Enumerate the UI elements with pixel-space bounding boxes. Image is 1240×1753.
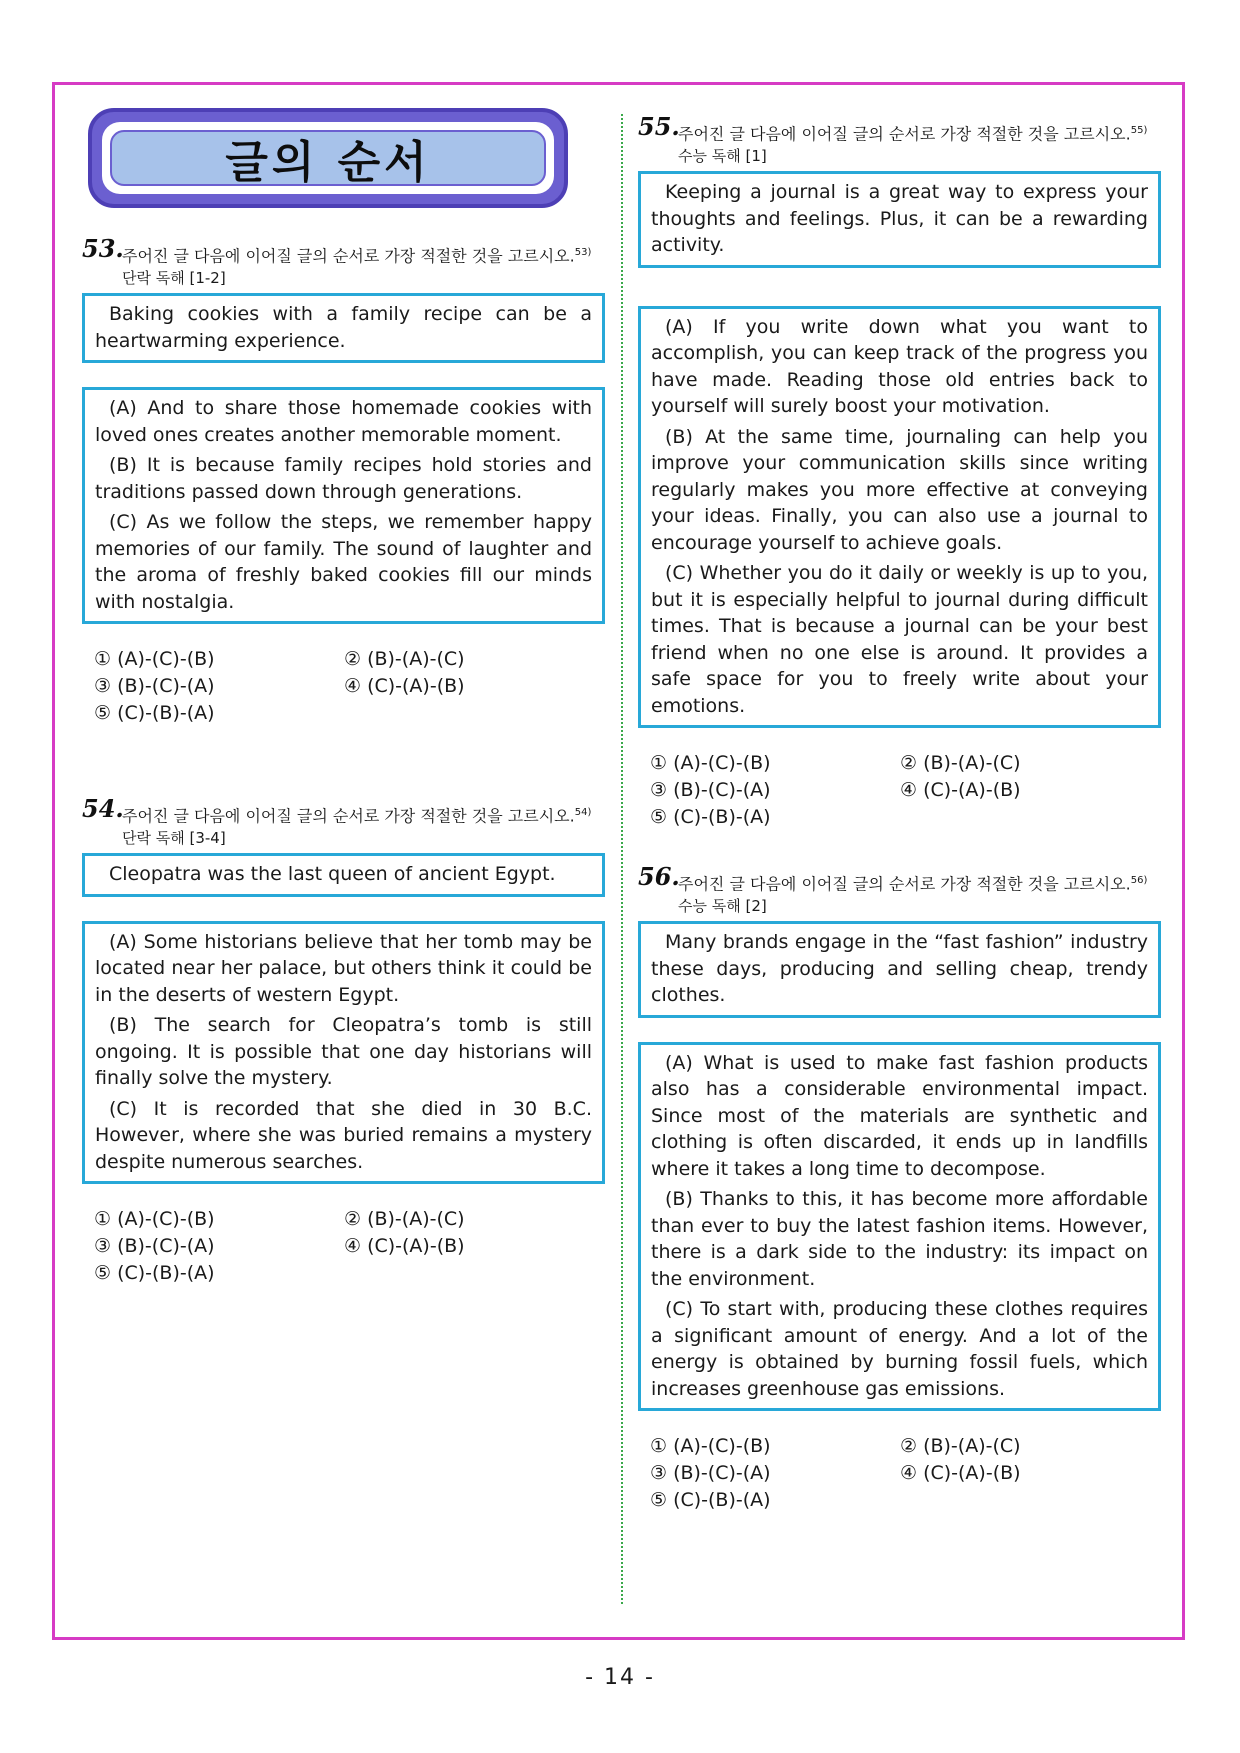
- option-1[interactable]: ① (A)-(C)-(B): [94, 648, 215, 671]
- given-passage: Many brands engage in the “fast fashion” industry these days, producing and selling cheap, trendy clothes.: [638, 921, 1161, 1018]
- ordering-passages: [82, 921, 605, 1185]
- option-2[interactable]: ② (B)-(A)-(C): [900, 752, 1021, 775]
- question-number: 55.: [638, 112, 680, 141]
- paragraph-a: (A) If you write down what you want to accomplish, you can keep track of the progress you have made. Reading those old entries back to yourself will surely boost your motivation.: [651, 315, 1148, 418]
- answer-options: [82, 646, 605, 727]
- given-passage: Keeping a journal is a great way to express your thoughts and feelings. Plus, it can be a rewarding activity.: [638, 171, 1161, 268]
- option-2[interactable]: ② (B)-(A)-(C): [344, 648, 465, 671]
- question-56: [638, 862, 1161, 1514]
- ordering-passages: [82, 387, 605, 624]
- option-1[interactable]: ① (A)-(C)-(B): [650, 1435, 771, 1458]
- question-number: 53.: [82, 234, 124, 263]
- option-5[interactable]: ⑤ (C)-(B)-(A): [650, 806, 771, 829]
- option-5[interactable]: ⑤ (C)-(B)-(A): [650, 1489, 771, 1512]
- column-divider: [621, 114, 623, 1604]
- paragraph-a: (A) And to share those homemade cookies with loved ones creates another memorable moment.: [95, 397, 592, 446]
- question-subtitle: 단락 독해 [1-2]: [122, 269, 226, 288]
- paragraph-a: (A) Some historians believe that her tomb may be located near her palace, but others think it could be in the deserts of western Egypt.: [95, 930, 592, 1006]
- section-title-banner: [88, 108, 568, 208]
- footnote-ref: 54): [574, 807, 592, 818]
- paragraph-c: (C) It is recorded that she died in 30 B.C. However, where she was buried remains a mystery despite numerous searches.: [95, 1097, 592, 1173]
- option-5[interactable]: ⑤ (C)-(B)-(A): [94, 1262, 215, 1285]
- answer-options: [82, 1206, 605, 1287]
- question-prompt: 주어진 글 다음에 이어질 글의 순서로 가장 적절한 것을 고르시오.: [678, 874, 1131, 894]
- option-4[interactable]: ④ (C)-(A)-(B): [344, 1235, 465, 1258]
- footnote-ref: 56): [1130, 875, 1148, 886]
- page-number: - 14 -: [585, 1665, 655, 1690]
- paragraph-c: (C) Whether you do it daily or weekly is up to you, but it is especially helpful to journal during difficult times. That is because a journal can be your best friend when no one else is around. It provides a safe space for you to freely write about your emotions.: [651, 562, 1148, 717]
- option-4[interactable]: ④ (C)-(A)-(B): [900, 1462, 1021, 1485]
- paragraph-b: (B) It is because family recipes hold stories and traditions passed down through generations.: [95, 454, 592, 503]
- option-2[interactable]: ② (B)-(A)-(C): [344, 1208, 465, 1231]
- option-2[interactable]: ② (B)-(A)-(C): [900, 1435, 1021, 1458]
- given-passage: Cleopatra was the last queen of ancient Egypt.: [82, 853, 605, 897]
- ordering-passages: [638, 306, 1161, 729]
- paragraph-c: (C) To start with, producing these clothes requires a significant amount of energy. And a lot of the energy is obtained by burning fossil fuels, which increases greenhouse gas emissions.: [651, 1298, 1148, 1400]
- question-subtitle: 수능 독해 [2]: [678, 897, 767, 916]
- paragraph-b: (B) Thanks to this, it has become more affordable than ever to buy the latest fashion items. However, there is a dark side to the industry: its impact on the environment.: [651, 1188, 1148, 1290]
- paragraph-c: (C) As we follow the steps, we remember happy memories of our family. The sound of laughter and the aroma of freshly baked cookies fill our minds with nostalgia.: [95, 511, 592, 613]
- option-3[interactable]: ③ (B)-(C)-(A): [650, 1462, 771, 1485]
- question-prompt: 주어진 글 다음에 이어질 글의 순서로 가장 적절한 것을 고르시오.: [122, 246, 575, 266]
- question-54: [82, 794, 605, 1287]
- section-title: 글의 순서: [110, 130, 546, 186]
- question-55: [638, 112, 1161, 831]
- question-53: [82, 234, 605, 727]
- option-5[interactable]: ⑤ (C)-(B)-(A): [94, 702, 215, 725]
- option-3[interactable]: ③ (B)-(C)-(A): [94, 1235, 215, 1258]
- question-prompt: 주어진 글 다음에 이어질 글의 순서로 가장 적절한 것을 고르시오.: [122, 806, 575, 826]
- option-1[interactable]: ① (A)-(C)-(B): [94, 1208, 215, 1231]
- option-3[interactable]: ③ (B)-(C)-(A): [94, 675, 215, 698]
- answer-options: [638, 1433, 1161, 1514]
- footnote-ref: 55): [1130, 125, 1148, 136]
- ordering-passages: [638, 1042, 1161, 1412]
- question-subtitle: 단락 독해 [3-4]: [122, 829, 226, 848]
- question-subtitle: 수능 독해 [1]: [678, 147, 767, 166]
- option-3[interactable]: ③ (B)-(C)-(A): [650, 779, 771, 802]
- question-number: 54.: [82, 794, 124, 823]
- answer-options: [638, 750, 1161, 831]
- paragraph-a: (A) What is used to make fast fashion products also has a considerable environmental impact. Since most of the materials are synthetic and clothing is often discarded, it ends up in landfills where it takes a long time to decompose.: [651, 1051, 1148, 1180]
- option-4[interactable]: ④ (C)-(A)-(B): [344, 675, 465, 698]
- paragraph-b: (B) At the same time, journaling can help you improve your communication skills since writing regularly makes you more effective at conveying your ideas. Finally, you can also use a journal to encourage yourself to achieve goals.: [651, 425, 1148, 554]
- option-4[interactable]: ④ (C)-(A)-(B): [900, 779, 1021, 802]
- option-1[interactable]: ① (A)-(C)-(B): [650, 752, 771, 775]
- question-number: 56.: [638, 862, 680, 891]
- paragraph-b: (B) The search for Cleopatra’s tomb is still ongoing. It is possible that one day historians will finally solve the mystery.: [95, 1014, 592, 1090]
- footnote-ref: 53): [574, 247, 592, 258]
- given-passage: Baking cookies with a family recipe can be a heartwarming experience.: [82, 293, 605, 363]
- question-prompt: 주어진 글 다음에 이어질 글의 순서로 가장 적절한 것을 고르시오.: [678, 124, 1131, 144]
